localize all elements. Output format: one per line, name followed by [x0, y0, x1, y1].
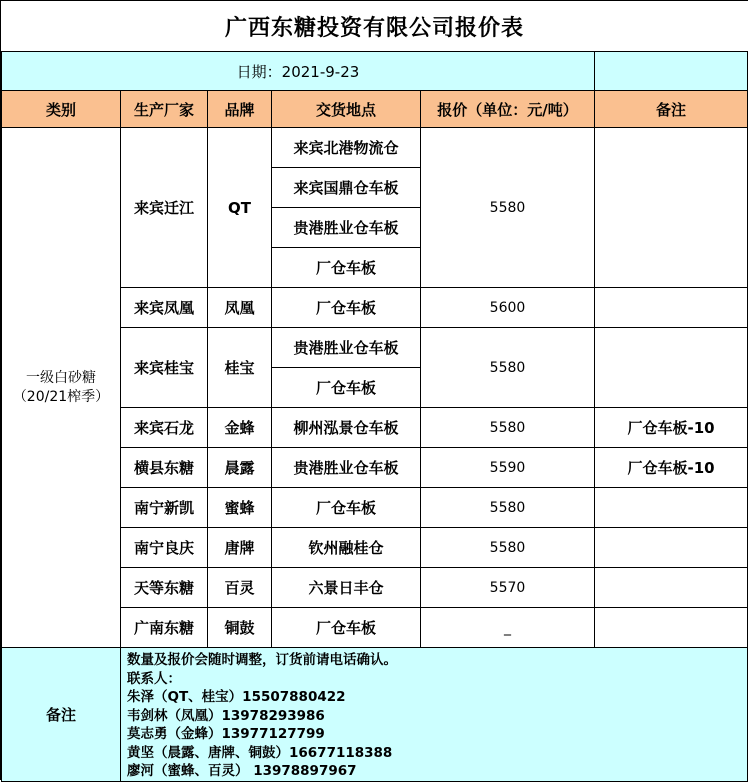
delivery-cell: 厂仓车板: [272, 368, 421, 408]
delivery-cell: 来宾北港物流仓: [272, 128, 421, 168]
header-price: 报价（单位：元/吨）: [421, 91, 595, 128]
category-cell: [2, 128, 121, 648]
price-cell: 5580: [421, 128, 595, 288]
price-cell: 5580: [421, 328, 595, 408]
notes-label: 备注: [2, 648, 121, 782]
category-line-2: （20/21榨季）: [12, 388, 110, 405]
category-line-1: 一级白砂糖: [26, 369, 96, 386]
title-row: [2, 1, 748, 52]
notes-line: 韦剑林（凤凰）13978293986: [127, 707, 325, 724]
header-brand: 品牌: [208, 91, 272, 128]
factory-cell: 南宁良庆: [121, 528, 208, 568]
notes-line: 莫志勇（金蜂）13977127799: [127, 726, 325, 742]
notes-line: 黄坚（晨露、唐牌、铜鼓）16677118388: [127, 744, 393, 761]
factory-cell: 广南东糖: [121, 608, 208, 648]
sheet-title: 广西东糖投资有限公司报价表: [2, 1, 748, 52]
brand-cell: 唐牌: [208, 528, 272, 568]
factory-cell: 来宾凤凰: [121, 288, 208, 328]
factory-cell: 横县东糖: [121, 448, 208, 488]
brand-cell: 晨露: [208, 448, 272, 488]
factory-cell: 南宁新凯: [121, 488, 208, 528]
remark-cell: [595, 328, 748, 408]
brand-cell: 蜜蜂: [208, 488, 272, 528]
brand-cell: 百灵: [208, 568, 272, 608]
brand-cell: 金蜂: [208, 408, 272, 448]
delivery-cell: 厂仓车板: [272, 608, 421, 648]
delivery-cell: 厂仓车板: [272, 288, 421, 328]
header-factory: 生产厂家: [121, 91, 208, 128]
delivery-cell: 贵港胜业仓车板: [272, 328, 421, 368]
header-row: [2, 91, 748, 128]
delivery-cell: 来宾国鼎仓车板: [272, 168, 421, 208]
notes-line: 廖河（蜜蜂、百灵） 13978897967: [127, 763, 357, 779]
notes-line: 数量及报价会随时调整，订货前请电话确认。: [127, 652, 397, 668]
delivery-cell: 贵港胜业仓车板: [272, 448, 421, 488]
table-row: [2, 128, 748, 168]
brand-cell: 铜鼓: [208, 608, 272, 648]
price-cell: 5590: [421, 448, 595, 488]
date-empty-cell: [595, 52, 748, 91]
factory-cell: 来宾迁江: [121, 128, 208, 288]
remark-cell: [595, 608, 748, 648]
date-row: [2, 52, 748, 91]
brand-cell: 桂宝: [208, 328, 272, 408]
remark-cell: [595, 288, 748, 328]
price-cell: 5600: [421, 288, 595, 328]
date-label: 日期：2021-9-23: [2, 52, 595, 91]
factory-cell: 来宾石龙: [121, 408, 208, 448]
notes-line: 朱泽（QT、桂宝）15507880422: [127, 689, 346, 705]
price-cell: 5580: [421, 528, 595, 568]
delivery-cell: 贵港胜业仓车板: [272, 208, 421, 248]
remark-cell: [595, 528, 748, 568]
header-remark: 备注: [595, 91, 748, 128]
remark-cell: [595, 568, 748, 608]
notes-content: [121, 648, 748, 782]
factory-cell: 来宾桂宝: [121, 328, 208, 408]
remark-cell: 厂仓车板-10: [595, 448, 748, 488]
header-category: 类别: [2, 91, 121, 128]
factory-cell: 天等东糖: [121, 568, 208, 608]
price-cell: 5580: [421, 488, 595, 528]
remark-cell: [595, 488, 748, 528]
delivery-cell: 六景日丰仓: [272, 568, 421, 608]
delivery-cell: 厂仓车板: [272, 488, 421, 528]
brand-cell: QT: [208, 128, 272, 288]
remark-cell: [595, 128, 748, 288]
price-cell: _: [421, 608, 595, 648]
delivery-cell: 厂仓车板: [272, 248, 421, 288]
brand-cell: 凤凰: [208, 288, 272, 328]
header-delivery: 交货地点: [272, 91, 421, 128]
price-cell: 5570: [421, 568, 595, 608]
notes-line: 联系人：: [127, 670, 181, 687]
price-cell: 5580: [421, 408, 595, 448]
delivery-cell: 柳州泓景仓车板: [272, 408, 421, 448]
remark-cell: 厂仓车板-10: [595, 408, 748, 448]
notes-row: [2, 648, 748, 782]
delivery-cell: 钦州融桂仓: [272, 528, 421, 568]
price-table: [1, 1, 748, 782]
